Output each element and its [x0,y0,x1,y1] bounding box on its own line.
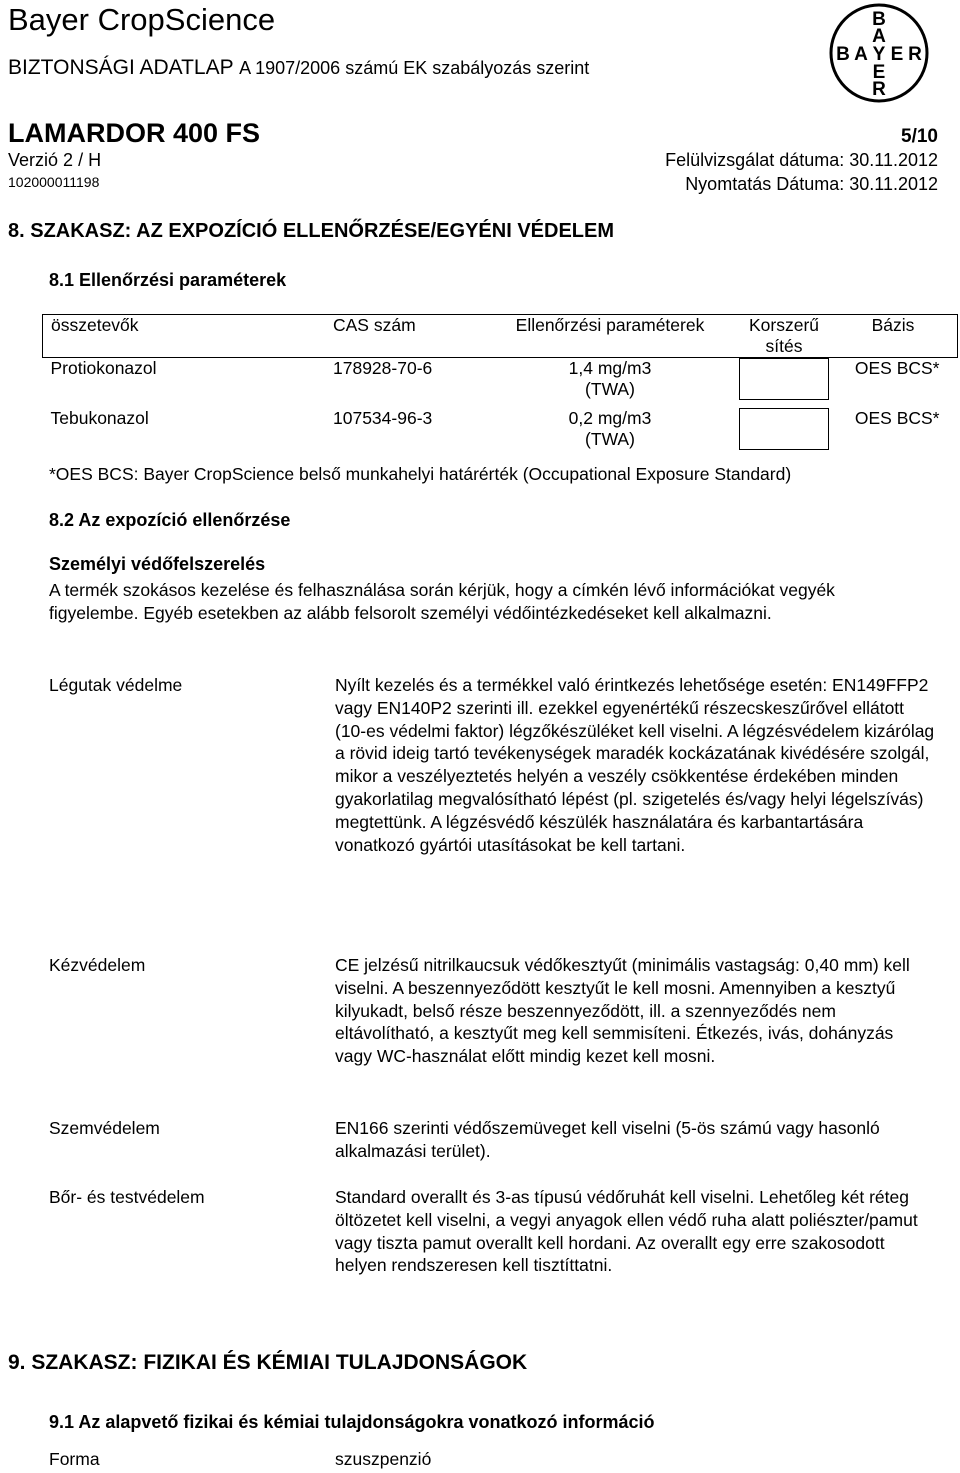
svg-text:E: E [872,62,886,83]
col-header-params: Ellenőrzési paraméterek [481,315,739,358]
svg-text:A: A [854,44,868,65]
svg-text:R: R [908,44,922,65]
table-row: Tebukonazol 107534-96-3 0,2 mg/m3 (TWA) OES BCS* [50,408,940,449]
svg-text:E: E [890,44,904,65]
version-info: Verzió 2 / H [8,150,102,170]
footnote: *OES BCS: Bayer CropScience belső munkahelyi határérték (Occupational Exposure Standard) [49,464,792,484]
section9-title: 9. SZAKASZ: FIZIKAI ÉS KÉMIAI TULAJDONSÁGOK [8,1351,528,1374]
doc-number: 102000011198 [8,174,100,190]
respiratory-label: Légutak védelme [49,675,183,695]
col-header-cas: CAS szám [333,315,481,358]
svg-text:A: A [872,26,886,47]
control-parameters-table [42,314,958,450]
eye-protection-label: Szemvédelem [49,1118,160,1138]
forma-label: Forma [49,1449,100,1469]
col-header-component: összetevők [43,315,334,358]
col-header-update: Korszerű sítés [739,315,829,358]
section9-1-title: 9.1 Az alapvető fizikai és kémiai tulajdonságokra vonatkozó információ [49,1412,655,1432]
page-number: 5/10 [901,126,938,147]
section8-2-title: 8.2 Az expozíció ellenőrzése [49,510,291,530]
svg-text:Y: Y [872,44,886,65]
regulation: A 1907/2006 számú EK szabályozás szerint [239,58,590,78]
table-header-row [43,315,958,358]
doc-subtitle [8,56,589,80]
section8-title: 8. SZAKASZ: AZ EXPOZÍCIÓ ELLENŐRZÉSE/EGYÉNI VÉDELEM [8,220,614,242]
product-name: LAMARDOR 400 FS [8,118,261,148]
svg-text:B: B [836,44,850,65]
bayer-logo-icon [828,2,930,104]
revision-date: Felülvizsgálat dátuma: 30.11.2012 [665,150,938,170]
forma-value: szuszpenzió [335,1449,432,1469]
empty-cell [739,358,829,400]
hand-protection-text: CE jelzésű nitrilkaucsuk védőkesztyűt (minimális vastagság: 0,40 mm) kell viselni. A beszennyeződött kesztyűt le kell mosni. Amennyiben a kesztyű kilyukadt, belső része beszennyeződött, ill. a szennyeződés nem eltávolítható, a kesztyűt meg kell semmisíteni. Étkezés, ivás, dohányzás vagy WC-használat előtt mindig kezet kell mosni. [335,955,910,1067]
company-name: Bayer CropScience [8,2,276,37]
skin-protection-text: Standard overallt és 3-as típusú védőruhát kell viselni. Lehetőleg két réteg öltözetet kell viselni, a vegyi anyagok ellen védő ruha alatt poliészter/pamut vagy tiszta pamut overallt kell hordani. Az overallt egy erre szakosodott helyen rendszeresen kell tisztíttatni. [335,1187,918,1276]
table-row: Protiokonazol 178928-70-6 1,4 mg/m3 (TWA) OES BCS* [50,358,940,399]
col-header-basis: Bázis [829,315,958,358]
svg-text:B: B [872,9,886,30]
respiratory-text: Nyílt kezelés és a termékkel való érintkezés lehetősége esetén: EN149FFP2 vagy EN140P2 szerinti ill. ezekkel egyenértékű részecskeszűrővel ellátott (10-es védelmi faktor) légzőkészüléket kell viselni. A légzésvédelem kizárólag a rövid ideig tartó tevékenységek maradék kockázatának kivédésére szolgál, mikor a veszélyeztetés helyén a veszély csökkentése érdekében minden gyakorlatilag megvalósítható lépést (pl. szigetelés és/vagy helyi légelszívás) megtettünk. A légzésvédő készülék használatára és karbantartására vonatkozó gyártói utasításokat be kell tartani. [335,675,935,855]
eye-protection-text: EN166 szerinti védőszemüveget kell viselni (5-ös számú vagy hasonló alkalmazási terület). [335,1118,880,1161]
section8-1-title: 8.1 Ellenőrzési paraméterek [49,270,287,290]
skin-protection-label: Bőr- és testvédelem [49,1187,205,1207]
print-date: Nyomtatás Dátuma: 30.11.2012 [685,174,938,194]
svg-text:R: R [872,79,886,100]
empty-cell [739,408,829,450]
personal-protection-text: A termék szokásos kezelése és felhasználása során kérjük, hogy a címkén lévő információkat vegyék figyelembe. Egyéb esetekben az alább felsorolt személyi védőintézkedéseket kell alkalmazni. [49,580,835,623]
doc-type: BIZTONSÁGI ADATLAP [8,56,234,79]
hand-protection-label: Kézvédelem [49,955,146,975]
personal-protection-title: Személyi védőfelszerelés [49,554,266,574]
